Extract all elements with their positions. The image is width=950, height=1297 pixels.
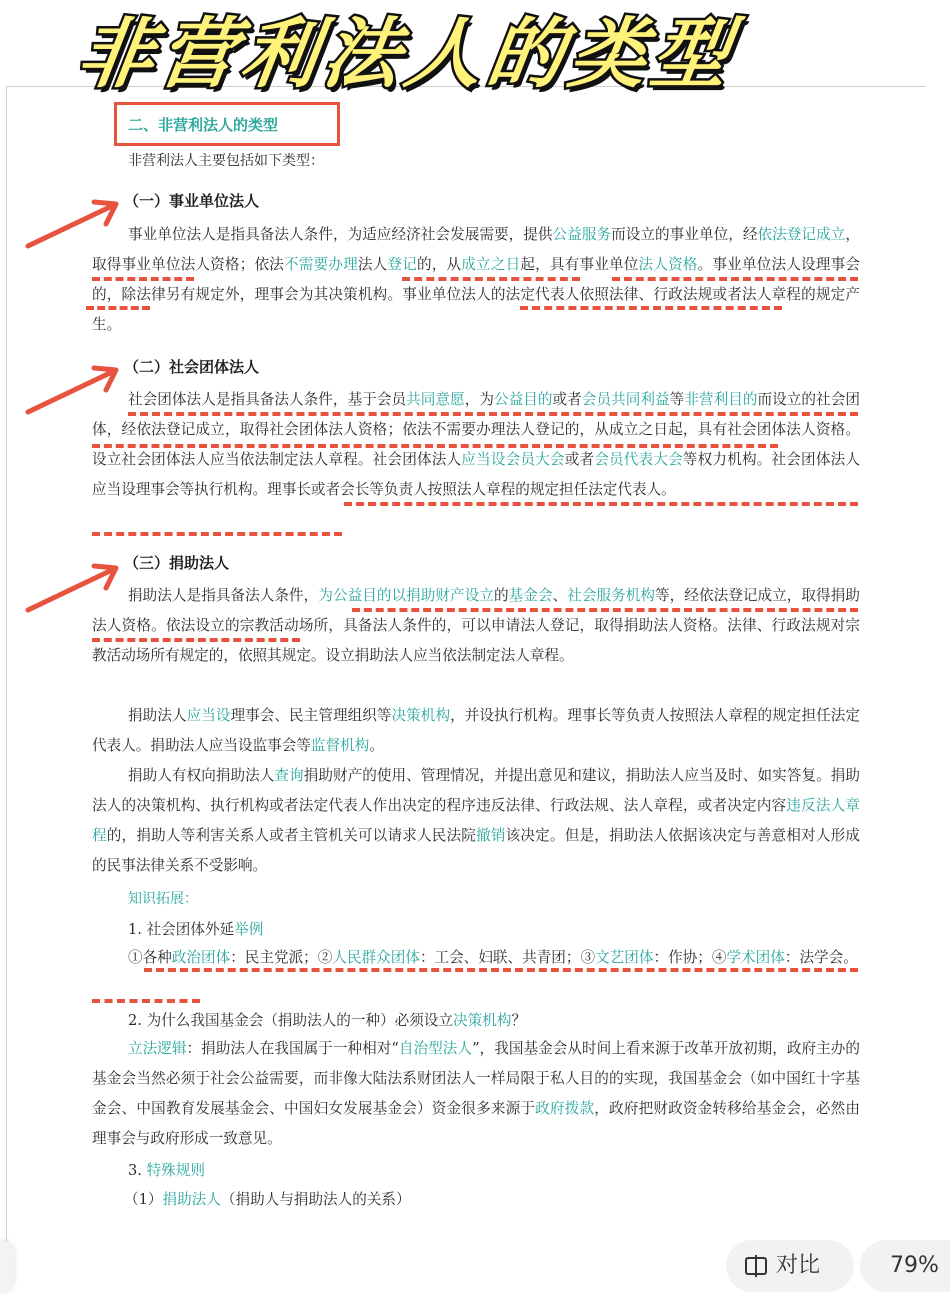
annotation-underline xyxy=(86,306,150,310)
text-run: 、 xyxy=(552,587,568,604)
keyword-highlight: 不需要办理 xyxy=(284,256,358,273)
keyword-highlight: 文艺团体 xyxy=(595,949,654,966)
heading-donation-legal-person: （三）捐助法人 xyxy=(124,554,230,572)
annotation-underline xyxy=(92,999,200,1003)
keyword-highlight: 决策机构 xyxy=(391,707,451,724)
extension-item-1-title xyxy=(128,918,263,939)
keyword-highlight: 举例 xyxy=(234,921,264,938)
text-run: 的 xyxy=(493,587,509,604)
keyword-highlight: 立法逻辑 xyxy=(128,1040,187,1057)
text-run: 捐助法人 xyxy=(128,707,187,724)
side-panel-toggle[interactable] xyxy=(0,1240,14,1292)
text-run: 等 xyxy=(669,391,685,408)
text-run: 该决定。但是，捐助法人依据该决定与善意相对人形成的民事法律关系不受影响。 xyxy=(92,827,860,874)
text-run: ”，我国基金会从时间上看来源于改革开放初期，政府主办的基金会当然必须于社会公益需要，而非像大陆法系财团法人一样局限于私人目的的实现，我国基金会（如中国红十字基金会、中国教育发展基金会、中国妇女发展基金会）资金很多来源于 xyxy=(92,1040,860,1117)
keyword-highlight: 政府拨款 xyxy=(535,1100,595,1117)
text-run: 理事会、民主管理组织等 xyxy=(230,707,392,724)
annotation-underline xyxy=(92,444,778,448)
keyword-highlight: 非营利目的 xyxy=(684,391,758,408)
keyword-highlight: 自治型法人 xyxy=(398,1040,473,1057)
text-run: ？ xyxy=(511,1012,527,1029)
annotation-underline xyxy=(92,277,194,281)
annotation-underline xyxy=(520,306,782,310)
compare-label: 对比 xyxy=(776,1253,821,1278)
text-run: ，取得事业单位法人资格；依法 xyxy=(92,226,860,273)
text-run: （捐助人与捐助法人的关系） xyxy=(220,1191,411,1208)
heading-public-institution: （一）事业单位法人 xyxy=(124,192,260,210)
text-run: 捐助人有权向捐助法人 xyxy=(128,767,275,784)
text-run: ，政府把财政资金转移给基金会，必然由理事会与政府形成一致意见。 xyxy=(92,1100,860,1147)
keyword-highlight: 查询 xyxy=(274,767,304,784)
keyword-highlight: 政治团体 xyxy=(171,949,231,966)
text-run: （1） xyxy=(124,1191,163,1208)
text-run: 事业单位法人是指具备法人条件，为适应经济社会发展需要，提供 xyxy=(128,226,553,243)
text-run: 的，从 xyxy=(416,256,462,273)
text-run: 的，捐助人等利害关系人或者主管机关可以请求人民法院 xyxy=(106,827,477,844)
keyword-highlight: 法人资格 xyxy=(638,256,698,273)
annotation-underline xyxy=(402,277,580,281)
keyword-highlight: 特殊规则 xyxy=(146,1162,205,1179)
keyword-highlight: 公益服务 xyxy=(552,226,612,243)
keyword-highlight: 学术团体 xyxy=(726,949,785,966)
text-run: 或者 xyxy=(552,391,582,408)
text-run: 而设立的社会团体，经依法登记成立，取得社会团体法人资格；依法不需要办理法人登记的，从成立之日起，具有社会团体法人资格。设立社会团体法人应当依法制定法人章程。社会团体法人 xyxy=(92,391,860,468)
keyword-highlight: 监督机构 xyxy=(310,737,370,754)
annotation-underline xyxy=(92,638,300,642)
text-run: 或者 xyxy=(564,451,595,468)
keyword-highlight: 应当设会员大会 xyxy=(461,451,565,468)
text-run: 而设立的事业单位，经 xyxy=(611,226,758,243)
paragraph-donation-governance xyxy=(92,701,860,761)
text-run: ，并设执行机构。理事长等负责人按照法人章程的规定担任法定代表人。捐助法人应当设监事会等 xyxy=(92,707,860,754)
keyword-highlight: 依法登记成立 xyxy=(757,226,846,243)
zoom-level-label: 79% xyxy=(890,1253,939,1278)
keyword-highlight: 决策机构 xyxy=(453,1012,512,1029)
text-run: ：捐助法人在我国属于一种相对“ xyxy=(186,1040,399,1057)
page-left-border xyxy=(6,86,7,1246)
keyword-highlight: 社会服务机构 xyxy=(567,587,656,604)
annotation-underline xyxy=(352,608,858,612)
text-run: ：工会、妇联、共青团；③ xyxy=(419,949,596,966)
paragraph-donor-rights xyxy=(92,761,860,881)
keyword-highlight: 登记 xyxy=(387,256,417,273)
keyword-highlight: 公益目的 xyxy=(493,391,553,408)
extension-item-3-title xyxy=(128,1159,205,1180)
keyword-highlight: 成立之日 xyxy=(461,256,521,273)
text-run: 1. 社会团体外延 xyxy=(128,921,235,938)
text-run: 等，经依法登记成立，取得捐助法人资格。依法设立的宗教活动场所，具备法人条件的，可以申请法人登记，取得捐助法人资格。法律、行政法规对宗教活动场所有规定的，依照其规定。设立捐助法人应当依法制定法人章程。 xyxy=(92,587,860,664)
extension-item-2-title xyxy=(128,1009,526,1030)
annotation-underline xyxy=(144,968,858,972)
text-run: 捐助法人是指具备法人条件， xyxy=(128,587,319,604)
keyword-highlight: 基金会 xyxy=(508,587,553,604)
extension-item-2-body xyxy=(92,1034,860,1154)
keyword-highlight: 为公益目的以捐助财产设立 xyxy=(318,587,494,604)
annotation-underline xyxy=(344,502,858,506)
text-run: 。 xyxy=(369,737,384,754)
keyword-highlight: 人民群众团体 xyxy=(332,949,420,966)
keyword-highlight: 会员共同利益 xyxy=(581,391,670,408)
text-run: ：法学会。 xyxy=(784,949,858,966)
annotation-underline xyxy=(92,532,342,536)
intro-text: 非营利法人主要包括如下类型： xyxy=(128,153,324,169)
knowledge-extension-title: 知识拓展： xyxy=(128,891,198,907)
compare-icon xyxy=(744,1254,768,1278)
text-run: 捐助财产的使用、管理情况，并提出意见和建议，捐助法人应当及时、如实答复。捐助法人的决策机构、执行机构或者法定代表人作出决定的程序违反法律、行政法规、法人章程，或者决定内容 xyxy=(92,767,860,814)
paragraph-donation-legal-person xyxy=(92,581,860,671)
text-run: 法人 xyxy=(357,256,388,273)
compare-button[interactable] xyxy=(726,1240,854,1292)
text-run: 3. xyxy=(128,1162,147,1179)
text-run: 2. 为什么我国基金会（捐助法人的一种）必须设立 xyxy=(128,1012,454,1029)
text-run: 起，具有事业单位 xyxy=(520,256,639,273)
text-run: 。事业单位法人设理事会的，除法律另有规定外，理事会为其决策机构。事业单位法人的法定代表人依照法律、行政法规或者法人章程的规定产生。 xyxy=(92,256,860,333)
heading-social-organization: （二）社会团体法人 xyxy=(124,358,260,376)
banner-title: 非营利法人的类型 xyxy=(71,9,741,98)
annotation-underline xyxy=(128,412,858,416)
text-run: 社会团体法人是指具备法人条件，基于会员 xyxy=(128,391,407,408)
text-run: ：民主党派；② xyxy=(230,949,333,966)
text-run: ①各种 xyxy=(128,949,172,966)
keyword-highlight: 共同意愿 xyxy=(406,391,465,408)
extension-item-3-sub xyxy=(124,1188,411,1209)
keyword-highlight: 会员代表大会 xyxy=(594,451,683,468)
keyword-highlight: 违反法人章程 xyxy=(92,797,860,844)
zoom-level-button[interactable] xyxy=(860,1240,950,1292)
keyword-highlight: 应当设 xyxy=(186,707,231,724)
text-run: ，为 xyxy=(464,391,494,408)
text-run: ：作协；④ xyxy=(653,949,727,966)
keyword-highlight: 捐助法人 xyxy=(162,1191,221,1208)
section-title: 二、非营利法人的类型 xyxy=(128,116,279,134)
annotation-underline xyxy=(612,277,858,281)
text-run: 等权力机构。社会团体法人应当设理事会等执行机构。理事长或者会长等负责人按照法人章程的规定担任法定代表人。 xyxy=(92,451,860,498)
keyword-highlight: 撤销 xyxy=(476,827,506,844)
